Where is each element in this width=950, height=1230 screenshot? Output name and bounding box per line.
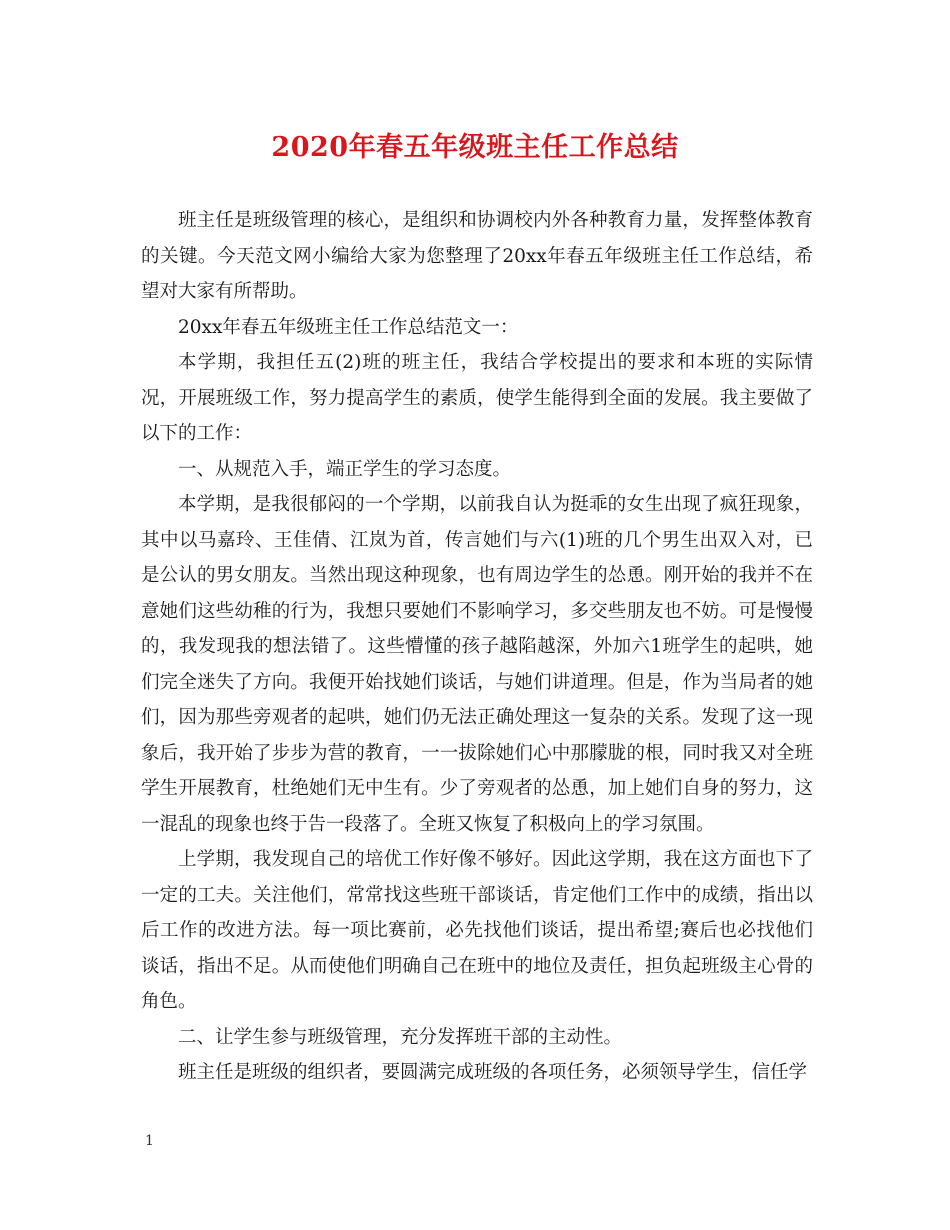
paragraph-intro: 班主任是班级管理的核心，是组织和协调校内外各种教育力量，发挥整体教育的关键。今天范文网小编给大家为您整理了20xx年春五年级班主任工作总结，希望对大家有所帮助。 [141,210,813,302]
paragraph-class-leaders: 上学期，我发现自己的培优工作好像不够好。因此这学期，我在这方面也下了一定的工夫。关注他们，常常找这些班干部谈话，肯定他们工作中的成绩，指出以后工作的改进方法。每一项比赛前，必先找他们谈话，提出希望;赛后也必找他们谈话，指出不足。从而使他们明确自己在班中的地位及责任，担负起班级主心骨的角色。 [141,849,813,1012]
page-number: 1 [145,1133,154,1149]
section-heading-2: 二、让学生参与班级管理，充分发挥班干部的主动性。 [178,1026,623,1048]
document-title: 2020年春五年级班主任工作总结 [271,132,679,163]
paragraph-teacher-role: 班主任是班级的组织者，要圆满完成班级的各项任务，必须领导学生，信任学 [178,1062,808,1083]
paragraph-behavior-issue: 本学期，是我很郁闷的一个学期，以前我自认为挺乖的女生出现了疯狂现象，其中以马嘉玲、王佳倩、江岚为首，传言她们与六(1)班的几个男生出双入对，已是公认的男女朋友。当然出现这种现象，也有周边学生的怂恿。刚开始的我并不在意她们这些幼稚的行为，我想只要她们不影响学习，多交些朋友也不妨。可是慢慢的，我发现我的想法错了。这些懵懂的孩子越陷越深，外加六1班学生的起哄，她们完全迷失了方向。我便开始找她们谈话，与她们讲道理。但是，作为当局者的她们，因为那些旁观者的起哄，她们仍无法正确处理这一复杂的关系。发现了这一现象后，我开始了步步为营的教育，一一拔除她们心中那朦胧的根，同时我又对全班学生开展教育，杜绝她们无中生有。少了旁观者的怂恿，加上她们自身的努力，这一混乱的现象也终于告一段落了。全班又恢复了积极向上的学习氛围。 [141,494,813,835]
paragraph-semester-overview: 本学期，我担任五(2)班的班主任，我结合学校提出的要求和本班的实际情况，开展班级工作，努力提高学生的素质，使学生能得到全面的发展。我主要做了以下的工作： [141,352,813,444]
paragraph-sample-heading: 20xx年春五年级班主任工作总结范文一： [178,316,519,338]
section-heading-1: 一、从规范入手，端正学生的学习态度。 [178,458,512,480]
document-body [141,203,813,1091]
